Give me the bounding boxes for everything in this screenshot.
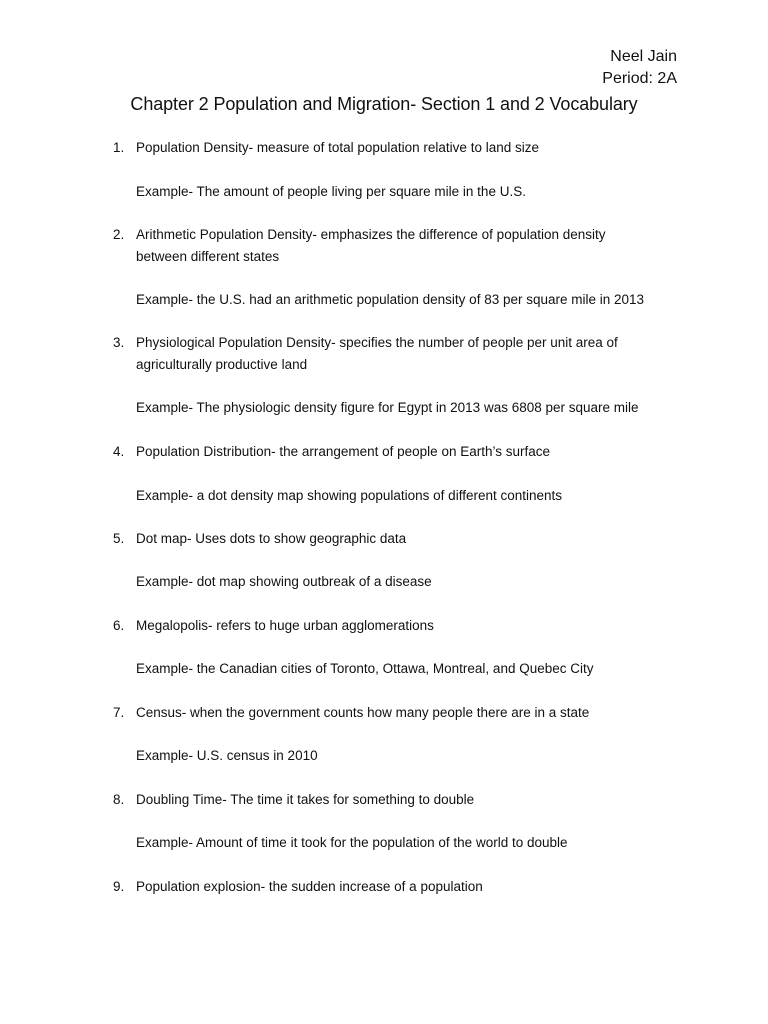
item-number: 4. [113,444,125,459]
term-example: Example- U.S. census in 2010 [136,748,318,763]
item-number: 3. [113,335,125,350]
term-definition: Population Distribution- the arrangement of people on Earth’s surface [136,444,550,459]
term-definition: Doubling Time- The time it takes for something to double [136,792,475,807]
student-name: Neel Jain [610,48,677,65]
document-title: Chapter 2 Population and Migration- Section 1 and 2 Vocabulary [130,94,638,114]
term-example: Example- the Canadian cities of Toronto, Ottawa, Montreal, and Quebec City [136,661,594,676]
term-definition: Dot map- Uses dots to show geographic data [136,531,407,546]
item-number: 6. [113,618,125,633]
term-example: Example- dot map showing outbreak of a disease [136,574,432,589]
class-period: Period: 2A [602,70,677,87]
item-number: 5. [113,531,125,546]
term-example: Example- The physiologic density figure for Egypt in 2013 was 6808 per square mile [136,400,639,415]
term-example: Example- Amount of time it took for the population of the world to double [136,835,568,850]
term-definition: Arithmetic Population Density- emphasizes the difference of population density between different states [136,227,606,264]
term-example: Example- the U.S. had an arithmetic population density of 83 per square mile in 2013 [136,292,645,307]
item-number: 9. [113,879,125,894]
term-example: Example- The amount of people living per square mile in the U.S. [136,184,526,199]
item-number: 7. [113,705,125,720]
term-definition: Population explosion- the sudden increase of a population [136,879,483,894]
item-number: 1. [113,140,125,155]
item-number: 8. [113,792,125,807]
term-definition: Census- when the government counts how many people there are in a state [136,705,590,720]
term-definition: Population Density- measure of total population relative to land size [136,140,539,155]
item-number: 2. [113,227,125,242]
term-definition: Physiological Population Density- specifies the number of people per unit area of agriculturally productive land [136,335,618,372]
term-definition: Megalopolis- refers to huge urban agglomerations [136,618,434,633]
term-example: Example- a dot density map showing populations of different continents [136,488,563,503]
